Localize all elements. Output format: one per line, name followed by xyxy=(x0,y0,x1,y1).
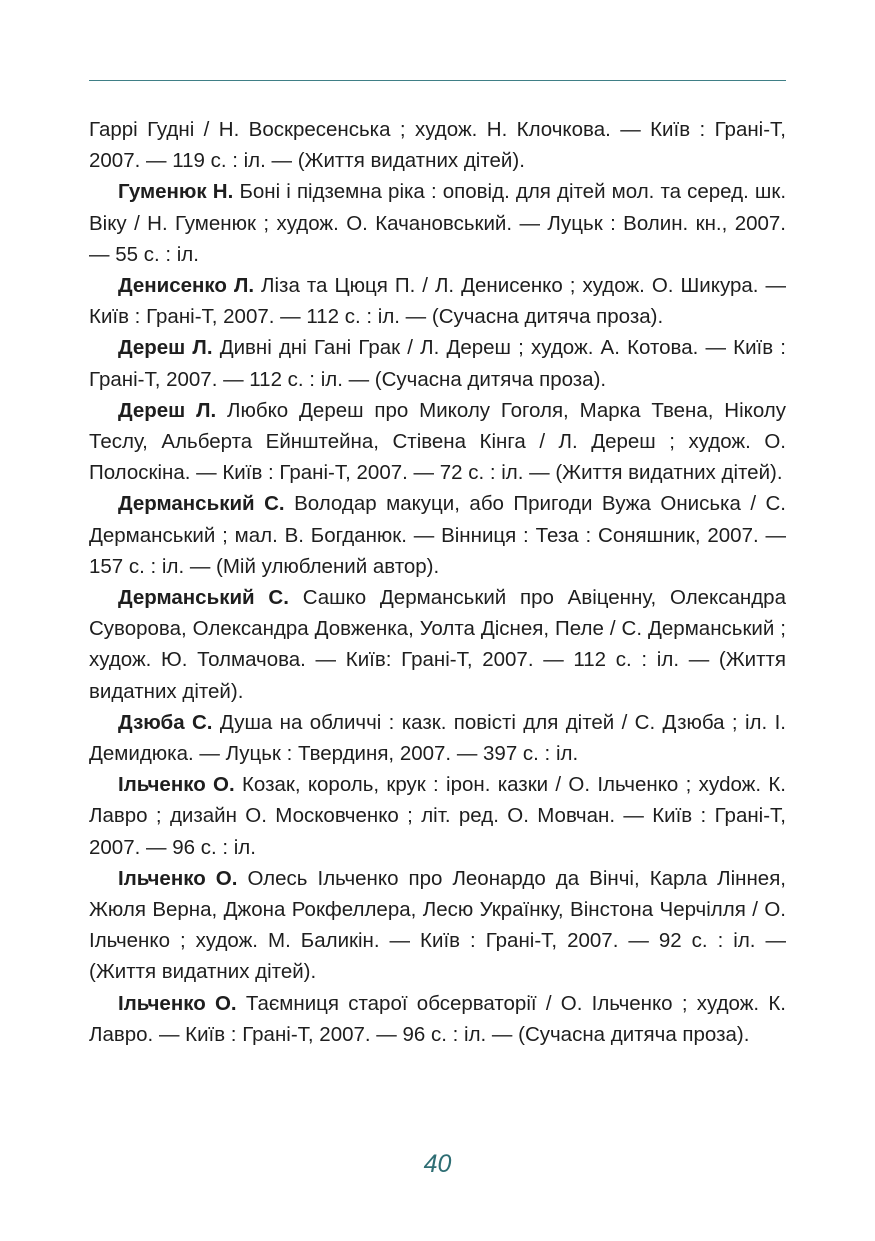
bibliography-entry xyxy=(89,707,786,769)
bibliography-entry xyxy=(89,863,786,988)
entry-author: Дерманський С. xyxy=(118,586,289,610)
bibliography-entry xyxy=(89,988,786,1050)
entry-author: Ільченко О. xyxy=(118,773,235,797)
header-rule xyxy=(89,80,786,81)
bibliography-entry xyxy=(89,270,786,332)
entry-author: Ільченко О. xyxy=(118,991,237,1015)
entry-description: Любко Дереш про Миколу Гоголя, Марка Твена, Ніколу Теслу, Альберта Ейнштейна, Стівена Кінга / Л. Дереш ; худож. О. Полоскіна. — Київ : Грані-Т, 2007. — 72 с. : іл. — (Життя видатних дітей). xyxy=(89,398,786,485)
entry-author: Гуменюк Н. xyxy=(118,180,234,204)
entry-description: Душа на обличчі : казк. повісті для дітей / С. Дзюба ; іл. І. Демидюка. — Луцьк : Твердиня, 2007. — 397 с. : іл. xyxy=(89,710,786,766)
bibliography-entry xyxy=(89,769,786,863)
entry-description: Гаррі Гудні / Н. Воскресенська ; худож. Н. Клочкова. — Київ : Грані-Т, 2007. — 119 с. : іл. — (Життя видатних дітей). xyxy=(89,118,786,173)
page-number: 40 xyxy=(423,1150,452,1178)
entry-description: Козак, король, крук : ірон. казки / О. Ільченко ; хуdож. К. Лавро ; дизайн О. Московченко ; літ. ред. О. Мовчан. — Київ : Грані-Т, 2007. — 96 с. : іл. xyxy=(89,773,786,859)
entry-description: Таємниця старої обсерваторії / О. Ільченко ; худож. К. Лавро. — Київ : Грані-Т, 2007. — 96 с. : іл. — (Сучасна дитяча проза). xyxy=(89,991,786,1046)
entry-author: Дзюба С. xyxy=(118,710,213,734)
entry-author: Денисенко Л. xyxy=(118,274,255,298)
entry-description: Дивні дні Гані Грак / Л. Дереш ; худож. А. Котова. — Київ : Грані-Т, 2007. — 112 с. : іл. — (Сучасна дитяча проза). xyxy=(89,336,786,391)
bibliography-list xyxy=(89,114,786,1050)
entry-description: Володар макуци, або Пригоди Вужа Ониська / С. Дерманський ; мал. В. Богданюк. — Вінниця : Теза : Соняшник, 2007. — 157 с. : іл. — (Мій улюблений автор). xyxy=(89,492,786,578)
bibliography-entry xyxy=(89,582,786,707)
entry-description: Олесь Ільченко про Леонардо да Вінчі, Карла Ліннея, Жюля Верна, Джона Рокфеллера, Лесю Українку, Вінстона Черчілля / О. Ільченко ; худож. М. Баликін. — Київ : Грані-Т, 2007. — 92 с. : іл. — (Життя видатних дітей). xyxy=(89,866,786,984)
bibliography-entry xyxy=(89,114,786,176)
entry-description: Ліза та Цюця П. / Л. Денисенко ; худож. О. Шикура. — Київ : Грані-Т, 2007. — 112 с. : іл. — (Сучасна дитяча проза). xyxy=(89,274,786,329)
entry-description: Сашко Дерманський про Авіценну, Олександра Суворова, Олександра Довженка, Уолта Діснея, Пеле / С. Дерманський ; худож. Ю. Толмачова. — Київ: Грані-Т, 2007. — 112 с. : іл. — (Життя видатних дітей). xyxy=(89,586,786,703)
bibliography-entry xyxy=(89,488,786,582)
entry-author: Ільченко О. xyxy=(118,866,238,890)
bibliography-entry xyxy=(89,395,786,489)
entry-author: Дереш Л. xyxy=(118,398,217,422)
entry-description: Боні і підземна ріка : оповід. для дітей мол. та серед. шк. Віку / Н. Гуменюк ; худож. О. Качановський. — Луцьк : Волин. кн., 2007. — 55 с. : іл. xyxy=(89,180,787,266)
entry-author: Дереш Л. xyxy=(118,336,213,360)
entry-author: Дерманський С. xyxy=(118,492,285,516)
bibliography-entry xyxy=(89,176,786,270)
bibliography-entry xyxy=(89,332,786,394)
